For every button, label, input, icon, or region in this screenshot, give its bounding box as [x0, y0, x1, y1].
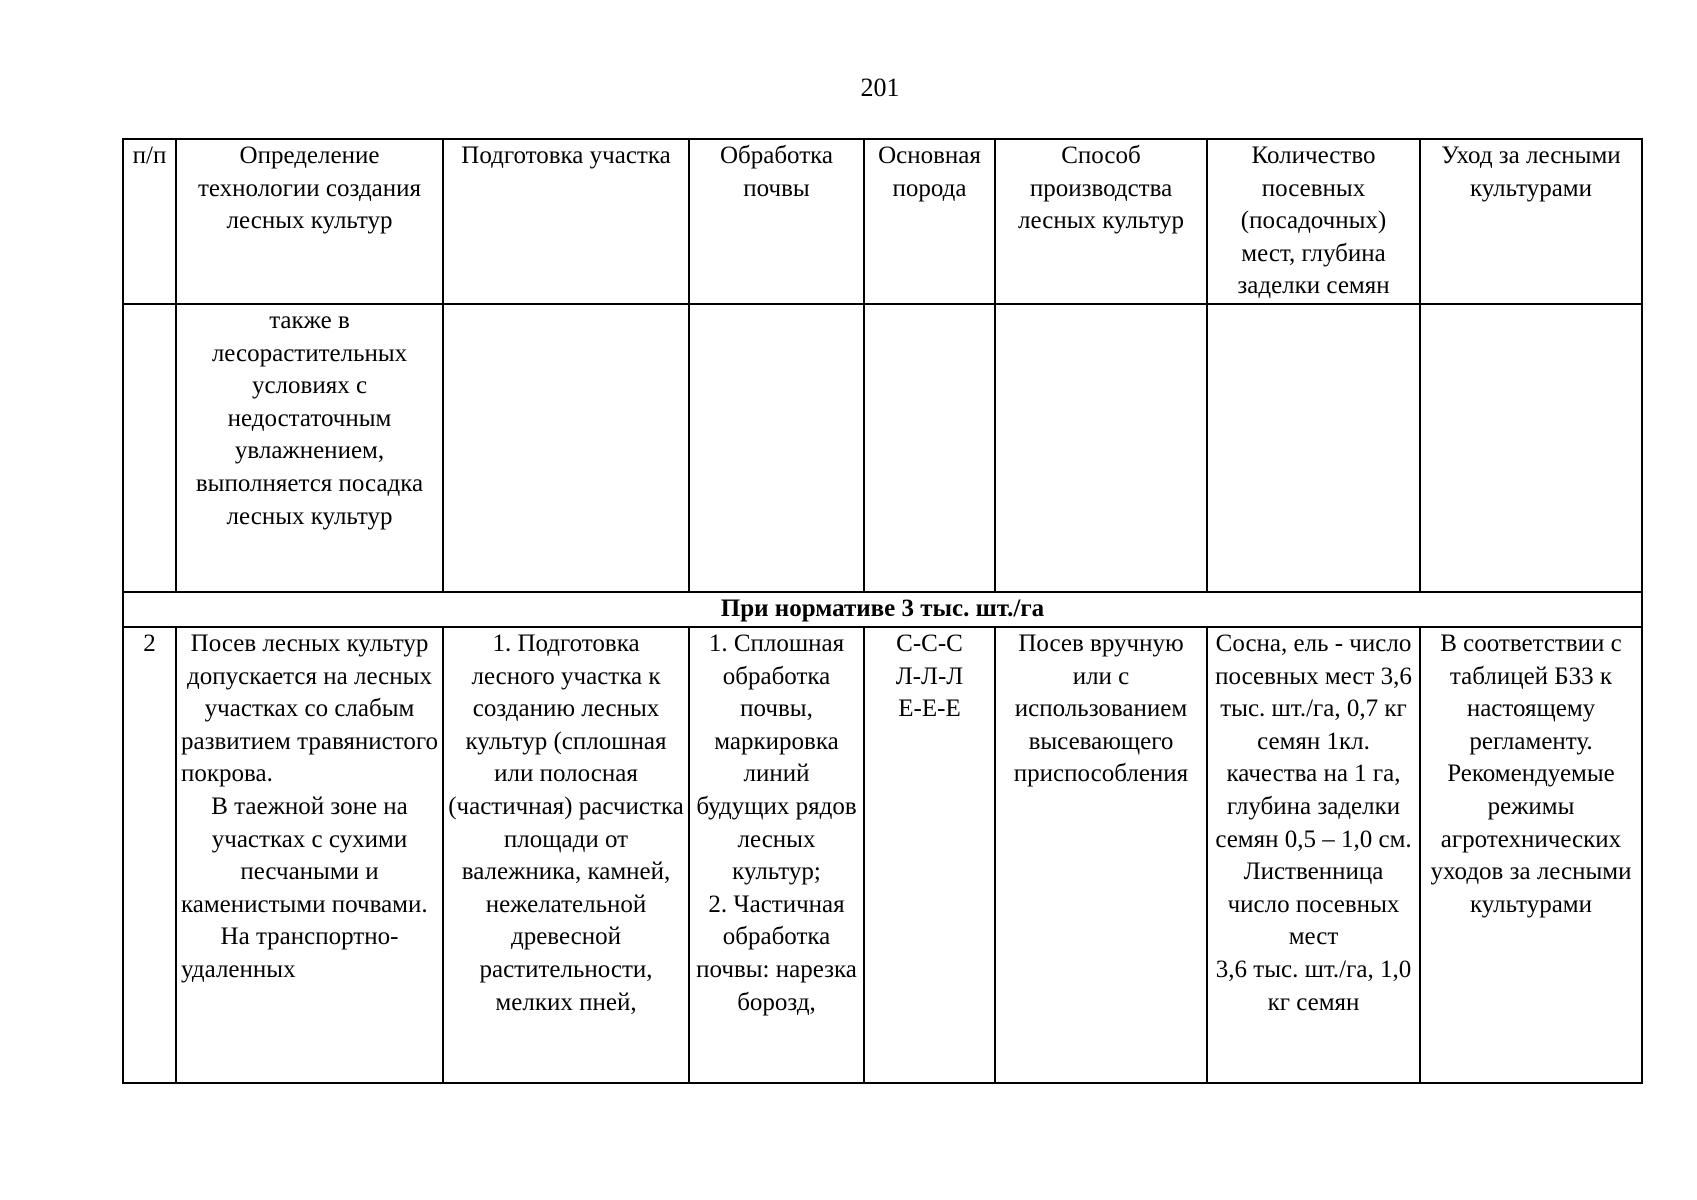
continuation-row — [123, 304, 1642, 592]
cell-quantity — [1207, 304, 1420, 592]
soil-paragraph: 1. Сплошная обработка почвы, маркировка линий будущих рядов лесных культур; — [696, 629, 857, 886]
header-row — [123, 139, 1642, 304]
header-site-prep: Подготовка участка — [443, 139, 689, 304]
cell-soil — [689, 304, 864, 592]
header-method: Способ производства лесных культур — [995, 139, 1207, 304]
cell-num — [123, 304, 176, 592]
regulation-table — [122, 138, 1643, 1084]
table-row — [123, 627, 1642, 1083]
method-cell: Посев вручную или с использованием высевающего приспособления — [995, 627, 1207, 1083]
species-cell — [864, 627, 995, 1083]
quantity-cell — [1207, 627, 1420, 1083]
species-line: С-С-С — [896, 629, 963, 657]
soil-paragraph: 2. Частичная обработка почвы: нарезка борозд, — [696, 890, 857, 1016]
quantity-paragraph: Лиственница число посевных мест — [1227, 858, 1400, 951]
care-cell: В соответствии с таблицей Б33 к настоящему регламенту. Рекомендуемые режимы агротехнических уходов за лесными культурами — [1420, 627, 1642, 1083]
quantity-paragraph: Сосна, ель - число посевных мест 3,6 тыс. шт./га, 0,7 кг семян 1кл. качества на 1 га, глубина заделки семян 0,5 – 1,0 см. — [1215, 629, 1412, 853]
cell-care — [1420, 304, 1642, 592]
technology-paragraph: Посев лесных культур допускается на лесных участках со слабым развитием травянистого покрова. — [181, 629, 439, 788]
header-soil: Обработка почвы — [689, 139, 864, 304]
header-quantity: Количество посевных (посадочных) мест, глубина заделки семян — [1207, 139, 1420, 304]
soil-cell — [689, 627, 864, 1083]
cell-site-prep — [443, 304, 689, 592]
header-species: Основная порода — [864, 139, 995, 304]
cell-method — [995, 304, 1207, 592]
section-title: При нормативе 3 тыс. шт./га — [123, 592, 1642, 627]
header-care: Уход за лесными культурами — [1420, 139, 1642, 304]
site-prep-cell: 1. Подготовка лесного участка к созданию лесных культур (сплошная или полосная (частичная) расчистка площади от валежника, камней, нежелательной древесной растительности, мелких пней, — [443, 627, 689, 1083]
cell-species — [864, 304, 995, 592]
species-line: Л-Л-Л — [895, 662, 964, 690]
row-number: 2 — [123, 627, 176, 1083]
technology-paragraph: На транспортно-удаленных — [181, 923, 399, 983]
quantity-paragraph: 3,6 тыс. шт./га, 1,0 кг семян — [1215, 955, 1412, 1016]
section-row — [123, 592, 1642, 627]
technology-cell — [176, 627, 443, 1083]
header-technology: Определение технологии создания лесных культур — [176, 139, 443, 304]
header-num: п/п — [123, 139, 176, 304]
technology-paragraph: В таежной зоне на участках с сухими песчаными и каменистыми почвами. — [181, 792, 428, 918]
page-number: 201 — [860, 73, 900, 102]
cell-technology: также в лесорастительных условиях с недостаточным увлажнением, выполняется посадка лесных культур — [176, 304, 443, 592]
species-line: Е-Е-Е — [898, 695, 961, 723]
